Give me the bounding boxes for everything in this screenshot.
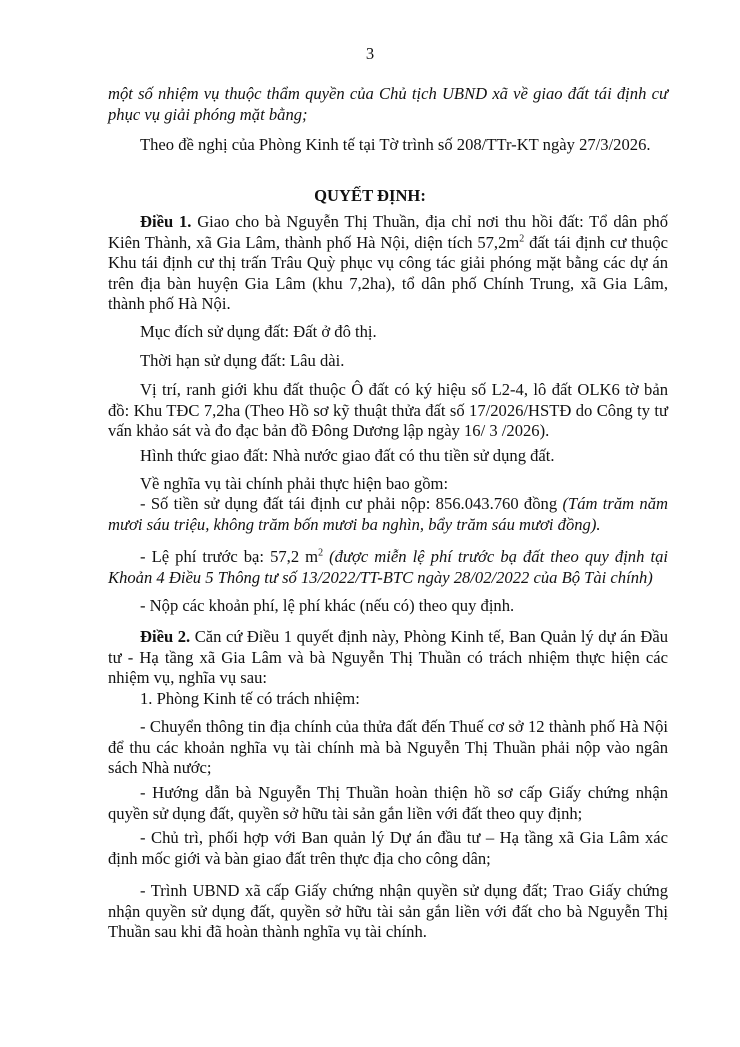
article-1-text-a: Giao cho bà Nguyễn Thị Thuần, địa chỉ nơi thu hồi đất: Tổ dân phố Kiên Thành, xã Gia Lâm, thành phố Hà Nội, diện tích 57,2m <box>108 212 669 252</box>
registration-fee-paragraph <box>108 547 668 588</box>
land-term: Thời hạn sử dụng đất: Lâu dài. <box>140 351 345 370</box>
article-2-text: Căn cứ Điều 1 quyết định này, Phòng Kinh tế, Ban Quản lý dự án Đầu tư - Hạ tầng xã Gia Lâm và bà Nguyễn Thị Thuần có trách nhiệm thực hiện các nhiệm vụ, nghĩa vụ sau: <box>108 627 668 687</box>
intro-italic-text: một số nhiệm vụ thuộc thẩm quyền của Chủ tịch UBND xã về giao đất tái định cư phục vụ giải phóng mặt bằng; <box>108 84 668 124</box>
duty-item: - Chuyển thông tin địa chính của thửa đất đến Thuế cơ sở 12 thành phố Hà Nội để thu các khoản nghĩa vụ tài chính mà bà Nguyễn Thị Thuần phải nộp vào ngân sách Nhà nước; <box>108 717 668 777</box>
duty-item: - Hướng dẫn bà Nguyễn Thị Thuần hoàn thiện hồ sơ cấp Giấy chứng nhận quyền sử dụng đất, quyền sở hữu tài sản gắn liền với đất theo quy định; <box>108 783 668 823</box>
registration-fee-label: - Lệ phí trước bạ: 57,2 m <box>140 547 319 566</box>
allocation-form: Hình thức giao đất: Nhà nước giao đất có thu tiền sử dụng đất. <box>140 446 555 465</box>
economic-dept-heading: 1. Phòng Kinh tế có trách nhiệm: <box>140 689 360 708</box>
registration-fee-superscript: 2 <box>318 547 324 559</box>
other-fees: - Nộp các khoản phí, lệ phí khác (nếu có) theo quy định. <box>140 596 515 615</box>
article-1-label: Điều 1. <box>140 212 192 231</box>
obligations-intro: Về nghĩa vụ tài chính phải thực hiện bao gồm: <box>140 474 449 493</box>
land-location: Vị trí, ranh giới khu đất thuộc Ô đất có ký hiệu số L2-4, lô đất OLK6 tờ bản đồ: Khu TĐC 7,2ha (Theo Hồ sơ kỹ thuật thửa đất số 17/2026/HSTĐ do Công ty tư vấn khảo sát và đo đạc bản đồ Đông Dương lập ngày 16/ 3 /2026). <box>108 380 668 440</box>
land-use-fee-amount: - Số tiền sử dụng đất tái định cư phải nộp: 856.043.760 đồng <box>140 494 563 513</box>
article-2-paragraph <box>108 627 668 689</box>
area-unit-superscript: 2 <box>519 232 525 244</box>
registration-fee-exemption: (được miễn lệ phí trước bạ đất theo quy định tại Khoản 4 Điều 5 Thông tư số 13/2022/TT-BTC ngày 28/02/2022 của Bộ Tài chính) <box>108 547 668 587</box>
article-1-text-b: đất tái định cư thuộc Khu tái định cư thị trấn Trâu Quỳ phục vụ công tác giải phóng mặt bằng các dự án trên địa bàn huyện Gia Lâm (khu 7,2ha), tổ dân phố Chính Trung, xã Gia Lâm, thành phố Hà Nội. <box>108 232 669 313</box>
land-use-fee-paragraph <box>108 494 668 535</box>
article-2-label: Điều 2. <box>140 627 191 646</box>
proposal-text: Theo đề nghị của Phòng Kinh tế tại Tờ trình số 208/TTr-KT ngày 27/3/2026. <box>140 135 651 154</box>
article-1-paragraph <box>108 212 668 315</box>
duty-item: - Trình UBND xã cấp Giấy chứng nhận quyền sử dụng đất; Trao Giấy chứng nhận quyền sử dụng đất, quyền sở hữu tài sản gắn liền với đất cho bà Nguyễn Thị Thuần sau khi đã hoàn thành nghĩa vụ tài chính. <box>108 881 668 941</box>
land-use-fee-in-words: (Tám trăm năm mươi sáu triệu, không trăm bốn mươi ba nghìn, bẩy trăm sáu mươi đồng). <box>108 494 668 534</box>
duty-item: - Chủ trì, phối hợp với Ban quản lý Dự án đầu tư – Hạ tầng xã Gia Lâm xác định mốc giới và bàn giao đất trên thực địa cho công dân; <box>108 828 668 868</box>
decision-title: QUYẾT ĐỊNH: <box>314 186 426 205</box>
page-number: 3 <box>365 44 375 63</box>
land-purpose: Mục đích sử dụng đất: Đất ở đô thị. <box>140 322 377 341</box>
